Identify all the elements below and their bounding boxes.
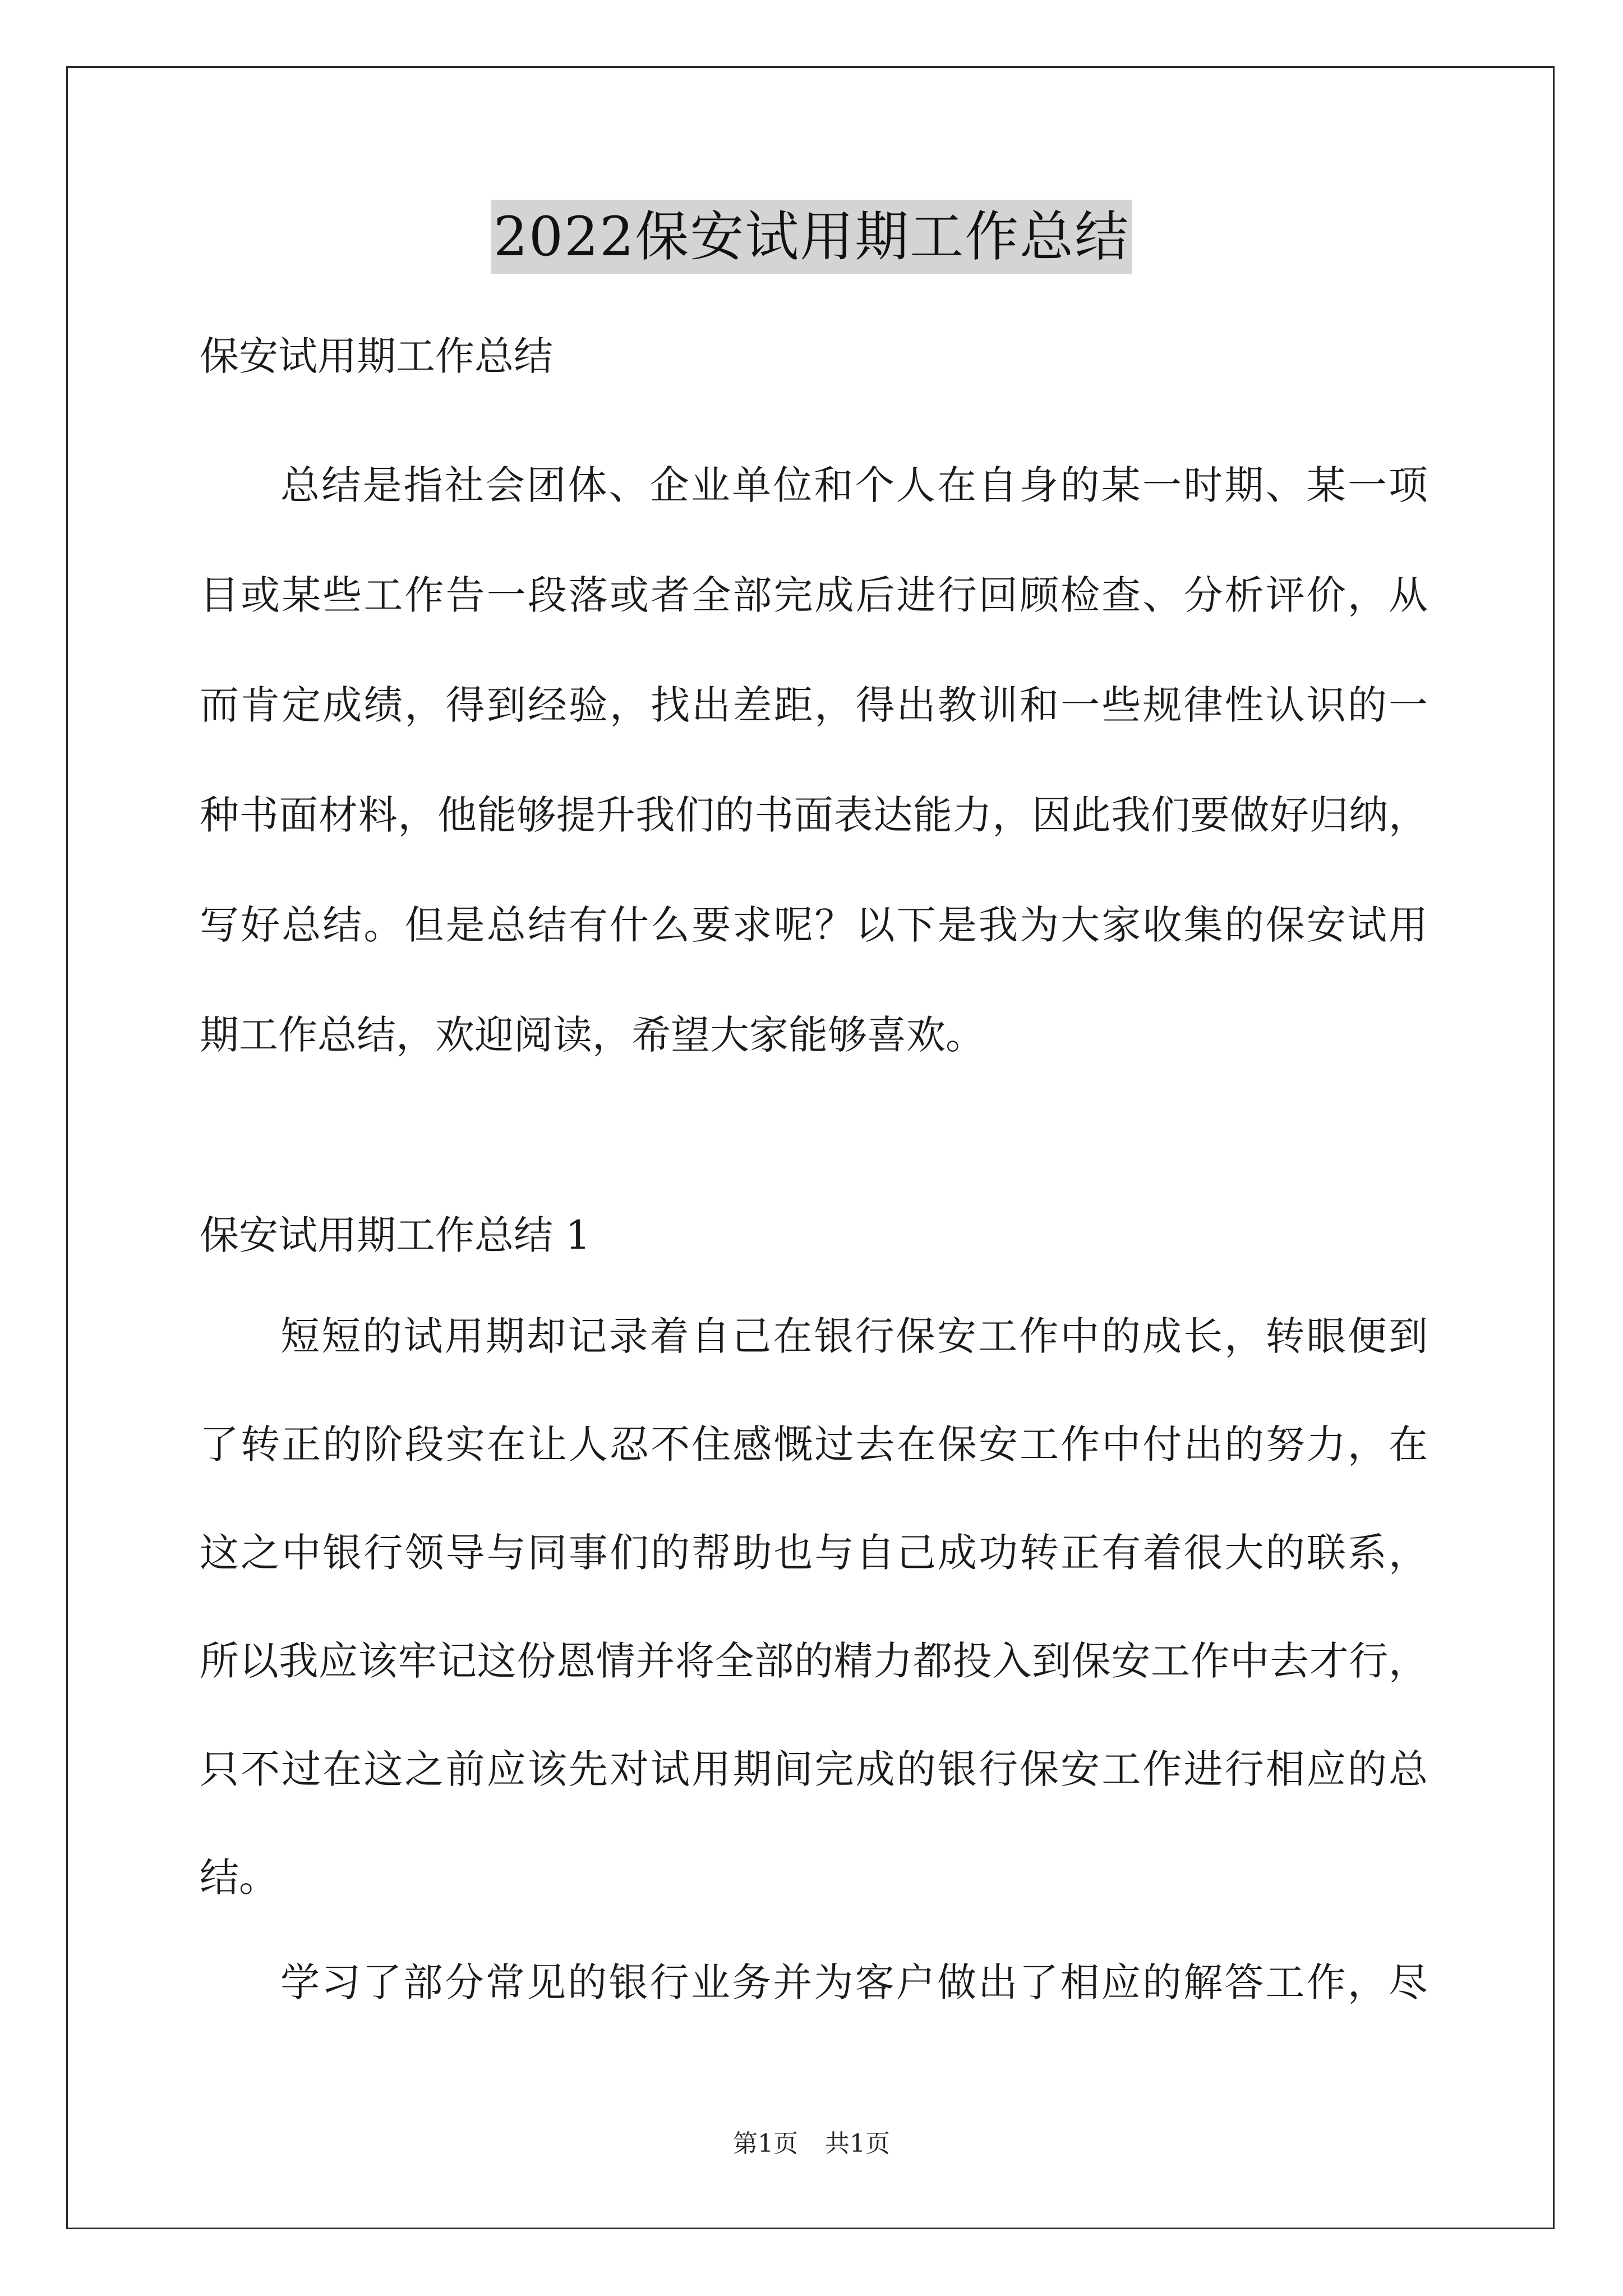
- intro-line: 而肯定成绩，得到经验，找出差距，得出教训和一些规律性认识的一: [200, 682, 1428, 728]
- paragraph-line: 了转正的阶段实在让人忍不住感慨过去在保安工作中付出的努力，在: [200, 1421, 1428, 1467]
- intro-line: 目或某些工作告一段落或者全部完成后进行回顾检查、分析评价，从: [200, 572, 1428, 618]
- paragraph-line: 所以我应该牢记这份恩情并将全部的精力都投入到保安工作中去才行，: [200, 1638, 1428, 1684]
- total-pages-label: 共1页: [825, 2129, 890, 2158]
- paragraph-line: 这之中银行领导与同事们的帮助也与自己成功转正有着很大的联系，: [200, 1530, 1428, 1576]
- intro-line: 种书面材料，他能够提升我们的书面表达能力，因此我们要做好归纳，: [200, 792, 1428, 838]
- section-heading: 保安试用期工作总结 1: [200, 1212, 591, 1258]
- title-block: [0, 200, 1623, 274]
- page-footer: [0, 2127, 1623, 2161]
- intro-line: 写好总结。但是总结有什么要求呢？以下是我为大家收集的保安试用: [200, 902, 1428, 948]
- document-subtitle: 保安试用期工作总结: [200, 333, 553, 379]
- document-title: 2022保安试用期工作总结: [491, 200, 1132, 274]
- intro-line: 总结是指社会团体、企业单位和个人在自身的某一时期、某一项: [280, 462, 1428, 508]
- paragraph-line: 只不过在这之前应该先对试用期间完成的银行保安工作进行相应的总: [200, 1746, 1428, 1792]
- paragraph-line: 短短的试用期却记录着自己在银行保安工作中的成长，转眼便到: [280, 1313, 1428, 1359]
- paragraph-line: 学习了部分常见的银行业务并为客户做出了相应的解答工作，尽: [280, 1959, 1428, 2005]
- paragraph-line: 结。: [200, 1855, 278, 1901]
- current-page-label: 第1页: [733, 2129, 798, 2158]
- page-border: [66, 66, 1555, 2229]
- intro-line: 期工作总结，欢迎阅读，希望大家能够喜欢。: [200, 1012, 985, 1058]
